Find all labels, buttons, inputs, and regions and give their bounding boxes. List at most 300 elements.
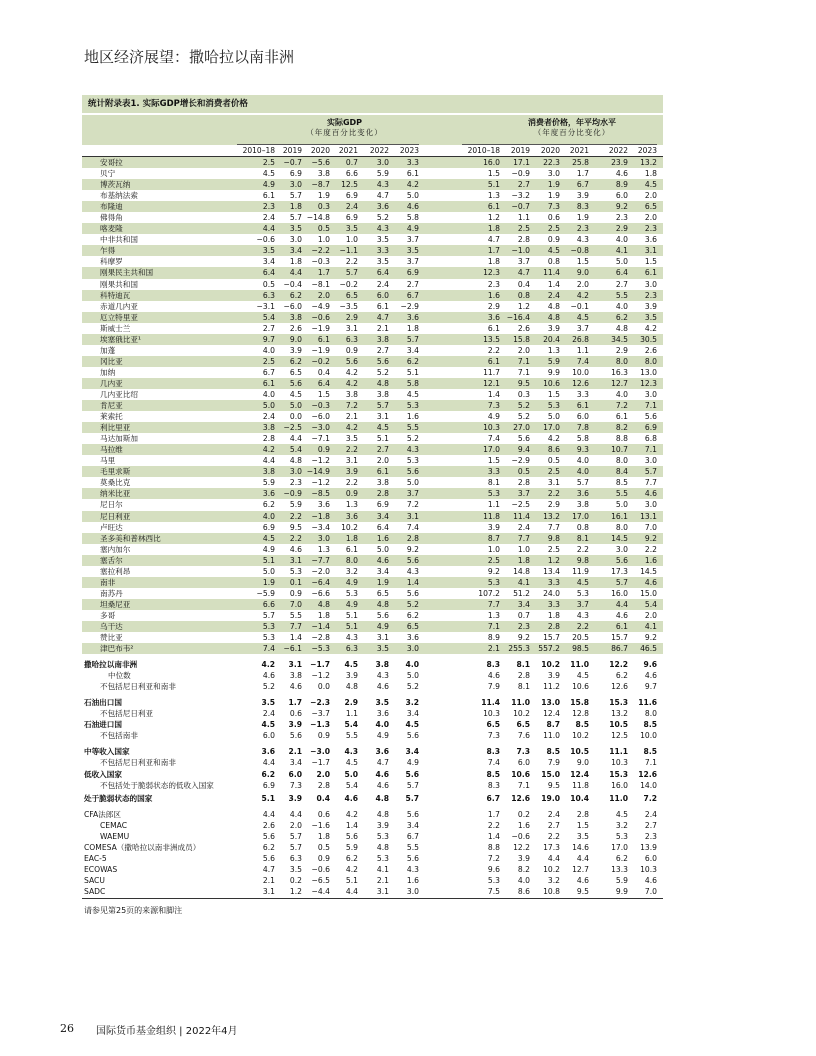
cpi-cell: 11.6 [638, 698, 657, 708]
cpi-cell: 1.2 [487, 213, 500, 223]
gdp-cell: 1.0 [345, 235, 358, 245]
cpi-cell: 2.2 [487, 820, 500, 830]
cpi-cell: 13.5 [483, 334, 500, 344]
cpi-cell: 6.1 [487, 202, 500, 212]
cpi-cell: 15.0 [541, 769, 560, 779]
gdp-cell: 4.3 [376, 671, 389, 681]
gdp-cell: 3.9 [345, 671, 358, 681]
gdp-cell: 1.0 [317, 235, 330, 245]
cpi-cell: 2.0 [517, 345, 530, 355]
gdp-cell: 1.4 [406, 577, 419, 587]
gdp-cell: 3.9 [288, 793, 302, 803]
gdp-cell: 2.0 [317, 290, 330, 300]
gdp-cell: 0.1 [289, 577, 302, 587]
table-row [82, 719, 663, 730]
gdp-cell: 6.9 [376, 500, 389, 510]
gdp-cell: 2.8 [317, 780, 330, 790]
gdp-cell: 4.4 [262, 224, 275, 234]
cpi-cell: 0.9 [547, 235, 560, 245]
gdp-cell: 2.8 [376, 489, 389, 499]
cpi-cell: 15.0 [640, 588, 657, 598]
table-row [82, 511, 663, 522]
gdp-cell: 6.2 [406, 610, 419, 620]
table-row [82, 533, 663, 544]
gdp-cell: 1.8 [317, 610, 330, 620]
gdp-cell: 2.1 [262, 875, 275, 885]
page-header: 地区经济展望：撒哈拉以南非洲 [84, 48, 295, 66]
gdp-cell: 5.6 [406, 467, 419, 477]
cpi-cell: 1.6 [644, 555, 657, 565]
row-label: 津巴布韦² [100, 644, 134, 654]
cpi-cell: 1.8 [487, 257, 500, 267]
cpi-cell: 9.0 [576, 758, 589, 768]
gdp-cell: 4.1 [376, 864, 389, 874]
cpi-cell: 1.4 [547, 279, 560, 289]
gdp-cell: 5.6 [345, 356, 358, 366]
cpi-cell: 2.9 [487, 301, 500, 311]
cpi-cell: 2.3 [487, 279, 500, 289]
gdp-cell: 4.5 [405, 720, 419, 730]
table-row [82, 757, 663, 768]
cpi-cell: 2.9 [615, 224, 628, 234]
cpi-cell: 5.5 [615, 290, 628, 300]
cpi-cell: 17.0 [483, 445, 500, 455]
cpi-cell: 13.3 [611, 864, 628, 874]
gdp-cell: 4.4 [262, 456, 275, 466]
gdp-cell: 2.8 [262, 434, 275, 444]
cpi-cell: 11.2 [543, 682, 560, 692]
cpi-cell: 0.5 [517, 467, 530, 477]
gdp-cell: 0.0 [317, 682, 330, 692]
gdp-cell: 3.5 [262, 246, 275, 256]
cpi-group-title [487, 118, 657, 138]
gdp-cell: 2.2 [345, 445, 358, 455]
gdp-cell: 3.5 [376, 644, 389, 654]
gdp-cell: 2.7 [376, 445, 389, 455]
cpi-cell: 3.3 [547, 599, 560, 609]
gdp-cell: 5.7 [289, 213, 302, 223]
cpi-cell: 4.6 [615, 610, 628, 620]
cpi-cell: 1.3 [487, 191, 500, 201]
row-label: SADC [84, 886, 106, 896]
cpi-cell: 7.7 [487, 599, 500, 609]
gdp-cell: 5.3 [345, 588, 358, 598]
gdp-cell: 6.9 [406, 268, 419, 278]
gdp-cell: 1.6 [376, 533, 389, 543]
gdp-cell: 1.4 [345, 820, 358, 830]
cpi-cell: 2.8 [576, 809, 589, 819]
cpi-cell: 1.9 [576, 213, 589, 223]
cpi-cell: 6.5 [644, 202, 657, 212]
cpi-cell: 14.0 [640, 780, 657, 790]
gdp-cell: 4.3 [376, 180, 389, 190]
cpi-cell: 2.5 [547, 224, 560, 234]
gdp-cell: −6.6 [311, 588, 330, 598]
table-row [82, 853, 663, 864]
row-label: 马达加斯加 [100, 434, 138, 444]
cpi-cell: 20.5 [572, 633, 589, 643]
gdp-cell: 3.8 [375, 660, 389, 670]
gdp-cell: 4.9 [376, 731, 389, 741]
cpi-cell: 17.0 [611, 842, 628, 852]
gdp-cell: −1.9 [311, 323, 330, 333]
gdp-cell: 3.3 [406, 158, 419, 167]
cpi-cell: 6.1 [644, 268, 657, 278]
cpi-cell: 1.8 [547, 610, 560, 620]
row-label: 冈比亚 [100, 356, 123, 366]
cpi-cell: 9.4 [517, 445, 530, 455]
cpi-cell: 11.4 [481, 698, 500, 708]
cpi-cell: 10.7 [611, 445, 628, 455]
gdp-cell: 3.9 [289, 345, 302, 355]
cpi-cell: 11.1 [609, 747, 628, 757]
gdp-cell: 1.4 [289, 633, 302, 643]
cpi-cell: 10.3 [483, 423, 500, 433]
cpi-cell: 3.0 [644, 389, 657, 399]
row-label: CEMAC [100, 820, 128, 830]
gdp-cell: 3.6 [262, 489, 275, 499]
gdp-cell: 3.7 [406, 489, 419, 499]
gdp-cell: 6.2 [262, 500, 275, 510]
gdp-cell: 4.4 [262, 809, 275, 819]
row-label: 乌干达 [100, 621, 123, 631]
gdp-cell: 5.9 [289, 500, 302, 510]
gdp-cell: −6.4 [311, 577, 330, 587]
cpi-title: 消费者价格，年平均水平 [528, 118, 616, 127]
gdp-cell: 3.5 [345, 434, 358, 444]
gdp-cell: 6.2 [345, 853, 358, 863]
cpi-cell: 6.5 [486, 720, 500, 730]
cpi-cell: 3.7 [517, 489, 530, 499]
gdp-cell: −0.7 [283, 158, 302, 167]
cpi-cell: 1.5 [487, 456, 500, 466]
cpi-cell: 2.7 [517, 180, 530, 190]
gdp-cell: −1.2 [311, 671, 330, 681]
gdp-cell: 5.6 [262, 831, 275, 841]
table-row [82, 301, 663, 312]
cpi-cell: 5.6 [517, 434, 530, 444]
gdp-cell: 5.6 [406, 588, 419, 598]
cpi-cell: 4.6 [644, 875, 657, 885]
gdp-cell: 5.6 [289, 731, 302, 741]
gdp-cell: 2.2 [289, 533, 302, 543]
gdp-cell: −2.2 [311, 246, 330, 256]
gdp-cell: 9.2 [406, 544, 419, 554]
table-row [82, 212, 663, 223]
gdp-cell: 3.4 [376, 566, 389, 576]
gdp-cell: 2.6 [289, 323, 302, 333]
gdp-cell: 3.4 [376, 511, 389, 521]
gdp-cell: 4.2 [345, 809, 358, 819]
table-row [82, 279, 663, 290]
cpi-cell: 0.4 [517, 279, 530, 289]
cpi-cell: 7.3 [487, 401, 500, 411]
cpi-cell: 9.2 [517, 633, 530, 643]
cpi-cell: 8.6 [517, 886, 530, 896]
gdp-cell: 5.9 [262, 478, 275, 488]
cpi-cell: 2.5 [487, 555, 500, 565]
cpi-cell: 19.0 [541, 793, 560, 803]
gdp-cell: 3.9 [376, 820, 389, 830]
cpi-cell: 1.5 [547, 389, 560, 399]
cpi-cell: 7.3 [516, 747, 530, 757]
row-label: 莫桑比克 [100, 478, 131, 488]
row-label: 科摩罗 [100, 257, 123, 267]
gdp-cell: 6.2 [289, 356, 302, 366]
cpi-cell: 7.1 [517, 367, 530, 377]
gdp-cell: 6.7 [406, 831, 419, 841]
table-row [82, 367, 663, 378]
cpi-cell: 6.0 [644, 853, 657, 863]
gdp-cell: 1.3 [317, 544, 330, 554]
gdp-cell: 5.1 [262, 555, 275, 565]
gdp-cell: 4.3 [376, 224, 389, 234]
cpi-cell: 7.4 [487, 758, 500, 768]
gdp-cell: 2.7 [262, 323, 275, 333]
gdp-cell: 4.3 [344, 747, 358, 757]
cpi-cell: 1.9 [547, 180, 560, 190]
gdp-cell: −0.3 [311, 257, 330, 267]
cpi-cell: 6.1 [576, 401, 589, 411]
cpi-cell: 1.1 [487, 500, 500, 510]
gdp-cell: 4.4 [345, 886, 358, 896]
gdp-cell: 7.0 [289, 599, 302, 609]
gdp-cell: 0.5 [317, 224, 330, 234]
cpi-cell: 10.2 [541, 660, 560, 670]
gdp-cell: 3.0 [376, 158, 389, 167]
gdp-cell: 6.6 [262, 599, 275, 609]
cpi-cell: 5.3 [487, 489, 500, 499]
gdp-cell: −2.3 [310, 698, 330, 708]
gdp-cell: 0.6 [289, 709, 302, 719]
cpi-cell: 3.3 [547, 577, 560, 587]
cpi-cell: 7.4 [576, 356, 589, 366]
cpi-cell: 3.9 [547, 323, 560, 333]
cpi-cell: 8.5 [546, 747, 560, 757]
cpi-cell: 4.0 [615, 301, 628, 311]
cpi-cell: 7.8 [576, 423, 589, 433]
row-label: 处于脆弱状态的国家 [84, 793, 153, 803]
gdp-cell: 5.6 [376, 610, 389, 620]
gdp-cell: 5.7 [405, 793, 419, 803]
gdp-cell: 5.1 [376, 434, 389, 444]
cpi-cell: 2.3 [644, 831, 657, 841]
gdp-cell: 5.9 [345, 842, 358, 852]
cpi-cell: 6.4 [615, 268, 628, 278]
table-row [82, 588, 663, 599]
cpi-cell: 2.0 [644, 610, 657, 620]
gdp-cell: 7.3 [289, 780, 302, 790]
cpi-cell: 9.0 [576, 268, 589, 278]
table-row [82, 477, 663, 488]
gdp-cell: 6.9 [262, 780, 275, 790]
cpi-cell: 3.9 [547, 671, 560, 681]
cpi-cell: 2.5 [517, 224, 530, 234]
group-rule [237, 144, 419, 145]
cpi-cell: 4.9 [487, 412, 500, 422]
cpi-cell: 8.0 [615, 456, 628, 466]
cpi-cell: 3.3 [576, 389, 589, 399]
gdp-cell: 2.6 [262, 820, 275, 830]
cpi-cell: 46.5 [640, 644, 657, 654]
cpi-cell: 8.0 [615, 522, 628, 532]
cpi-cell: −3.2 [511, 191, 530, 201]
cpi-cell: 1.5 [644, 257, 657, 267]
year-header-row [82, 145, 663, 157]
gdp-cell: −3.5 [339, 301, 358, 311]
gdp-cell: 2.7 [406, 279, 419, 289]
gdp-cell: 4.6 [289, 544, 302, 554]
gdp-cell: 6.3 [289, 853, 302, 863]
gdp-cell: 3.1 [376, 633, 389, 643]
gdp-cell: 3.2 [345, 566, 358, 576]
gdp-cell: 2.4 [262, 213, 275, 223]
cpi-cell: 4.4 [576, 853, 589, 863]
row-label: 南苏丹 [100, 588, 123, 598]
table-row [82, 599, 663, 610]
gdp-cell: 0.6 [317, 809, 330, 819]
cpi-cell: 15.8 [570, 698, 589, 708]
cpi-cell: 3.1 [547, 478, 560, 488]
gdp-cell: −1.7 [310, 660, 330, 670]
cpi-cell: 17.0 [572, 511, 589, 521]
table-row [82, 168, 663, 179]
gdp-cell: 4.9 [406, 758, 419, 768]
cpi-cell: 12.6 [611, 682, 628, 692]
cpi-cell: 16.0 [611, 588, 628, 598]
cpi-cell: 0.6 [547, 213, 560, 223]
table-row [82, 577, 663, 588]
cpi-cell: 9.2 [644, 533, 657, 543]
gdp-cell: 2.0 [376, 456, 389, 466]
gdp-group-title [292, 118, 397, 138]
gdp-cell: 5.3 [376, 831, 389, 841]
gdp-cell: 1.7 [288, 698, 302, 708]
cpi-cell: 2.3 [615, 213, 628, 223]
gdp-cell: −8.5 [311, 489, 330, 499]
cpi-cell: 255.3 [508, 644, 530, 654]
cpi-cell: 1.6 [517, 820, 530, 830]
gdp-cell: 4.7 [376, 758, 389, 768]
gdp-cell: 4.6 [262, 671, 275, 681]
cpi-cell: 8.3 [486, 660, 500, 670]
cpi-cell: 8.3 [576, 202, 589, 212]
cpi-cell: 5.4 [644, 599, 657, 609]
gdp-cell: 4.4 [289, 809, 302, 819]
cpi-cell: 1.3 [547, 345, 560, 355]
cpi-cell: 7.4 [487, 434, 500, 444]
gdp-cell: −7.7 [311, 555, 330, 565]
cpi-cell: 8.7 [546, 720, 560, 730]
cpi-cell: 3.1 [644, 246, 657, 256]
cpi-cell: 6.2 [615, 671, 628, 681]
cpi-cell: 4.7 [487, 235, 500, 245]
gdp-cell: 4.5 [262, 533, 275, 543]
cpi-cell: 2.8 [517, 671, 530, 681]
table-row [82, 886, 663, 897]
gdp-cell: 3.1 [345, 323, 358, 333]
cpi-cell: 12.2 [513, 842, 530, 852]
cpi-cell: 2.5 [547, 544, 560, 554]
cpi-cell: 0.8 [547, 257, 560, 267]
gdp-cell: 9.5 [289, 522, 302, 532]
row-label: 中等收入国家 [84, 747, 130, 757]
gdp-cell: 3.5 [375, 698, 389, 708]
cpi-cell: 2.3 [576, 224, 589, 234]
cpi-cell: 4.0 [615, 389, 628, 399]
gdp-cell: 4.3 [406, 864, 419, 874]
row-label: 博茨瓦纳 [100, 180, 131, 190]
cpi-cell: 5.7 [615, 577, 628, 587]
cpi-cell: 16.0 [483, 158, 500, 167]
gdp-cell: −8.7 [311, 180, 330, 190]
row-label: 莱索托 [100, 412, 123, 422]
gdp-cell: −3.7 [311, 709, 330, 719]
gdp-cell: 3.5 [289, 864, 302, 874]
row-label: 赞比亚 [100, 633, 123, 643]
cpi-cell: 3.2 [615, 820, 628, 830]
cpi-cell: 5.0 [547, 412, 560, 422]
gdp-cell: −2.9 [400, 301, 419, 311]
cpi-cell: 5.8 [576, 434, 589, 444]
table-title: 统计附录表1. 实际GDP增长和消费者价格 [82, 95, 663, 113]
cpi-cell: −2.9 [511, 456, 530, 466]
gdp-cell: 5.6 [262, 853, 275, 863]
cpi-cell: −0.8 [570, 246, 589, 256]
gdp-cell: 2.1 [376, 875, 389, 885]
row-label: 石油进口国 [84, 720, 122, 730]
row-label: ECOWAS [84, 864, 118, 874]
gdp-cell: 5.1 [345, 621, 358, 631]
gdp-cell: −1.2 [311, 456, 330, 466]
gdp-cell: 1.8 [289, 257, 302, 267]
gdp-cell: 6.0 [288, 769, 302, 779]
table-row [82, 157, 663, 168]
cpi-cell: −0.9 [511, 169, 530, 179]
gdp-cell: 3.8 [345, 389, 358, 399]
table-row [82, 256, 663, 267]
gdp-cell: 3.6 [406, 312, 419, 322]
gdp-cell: 4.9 [376, 621, 389, 631]
gdp-cell: 3.8 [376, 478, 389, 488]
cpi-cell: 11.9 [572, 566, 589, 576]
cpi-cell: 6.7 [576, 180, 589, 190]
row-label: 布隆迪 [100, 202, 123, 212]
gdp-cell: 6.5 [406, 621, 419, 631]
cpi-cell: 3.0 [615, 544, 628, 554]
gdp-cell: 5.8 [406, 378, 419, 388]
row-label: 佛得角 [100, 213, 123, 223]
cpi-cell: 17.1 [513, 158, 530, 167]
gdp-cell: 4.0 [262, 345, 275, 355]
gdp-cell: 1.6 [406, 875, 419, 885]
gdp-cell: 6.2 [261, 769, 275, 779]
cpi-cell: 6.1 [615, 621, 628, 631]
table-row [82, 223, 663, 234]
cpi-cell: 3.7 [576, 323, 589, 333]
cpi-cell: 4.8 [615, 323, 628, 333]
gdp-cell: 10.2 [341, 522, 358, 532]
cpi-cell: 7.7 [517, 533, 530, 543]
gdp-cell: 4.9 [262, 180, 275, 190]
gdp-cell: 5.8 [406, 213, 419, 223]
cpi-cell: 15.8 [513, 334, 530, 344]
cpi-cell: 5.5 [615, 489, 628, 499]
gdp-cell: −3.4 [311, 522, 330, 532]
cpi-cell: 6.1 [487, 356, 500, 366]
cpi-cell: 17.3 [611, 566, 628, 576]
gdp-cell: −0.4 [283, 279, 302, 289]
